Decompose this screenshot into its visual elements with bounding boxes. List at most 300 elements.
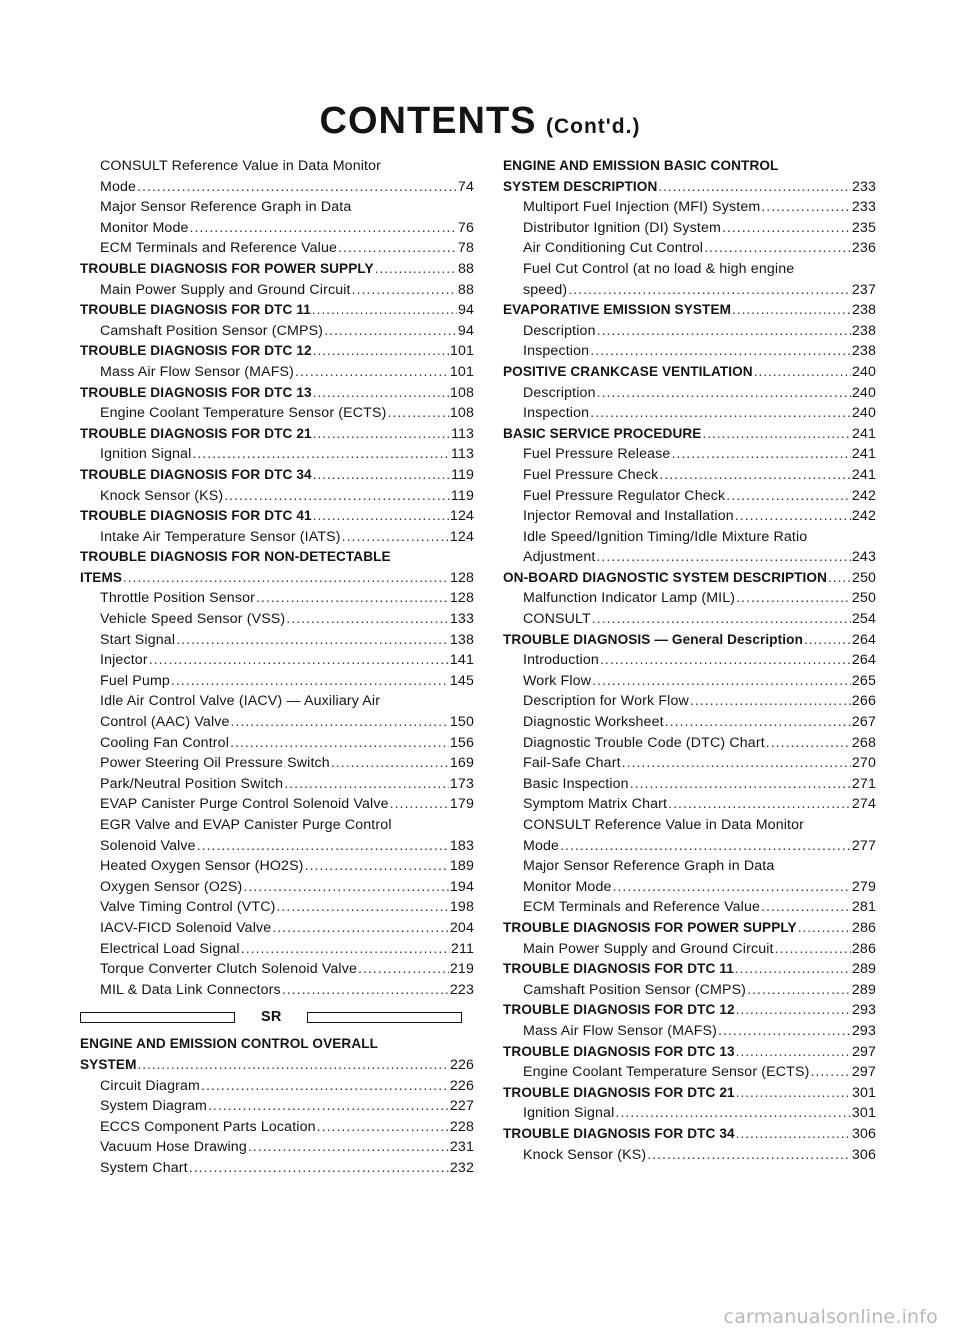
toc-entry[interactable] bbox=[80, 197, 474, 238]
toc-line bbox=[503, 630, 876, 651]
entry-title: Monitor Mode bbox=[100, 219, 189, 236]
toc-line bbox=[80, 1055, 474, 1076]
page-number: 297 bbox=[851, 1064, 876, 1081]
toc-line bbox=[80, 815, 474, 836]
toc-line bbox=[80, 403, 474, 424]
toc-line bbox=[80, 691, 474, 712]
dot-leader bbox=[358, 959, 449, 980]
page-number: 306 bbox=[852, 1125, 876, 1142]
toc-entry[interactable] bbox=[80, 794, 474, 815]
toc-entry[interactable] bbox=[80, 774, 474, 795]
dot-leader bbox=[828, 568, 851, 589]
page-number: 211 bbox=[450, 940, 474, 957]
toc-entry[interactable] bbox=[503, 650, 876, 671]
entry-title: ENGINE AND EMISSION CONTROL OVERALL bbox=[80, 1036, 379, 1052]
toc-line bbox=[80, 424, 474, 445]
dot-leader bbox=[761, 197, 851, 218]
page-number: 124 bbox=[449, 528, 474, 545]
toc-entry[interactable] bbox=[503, 238, 876, 259]
dot-leader bbox=[171, 671, 449, 692]
toc-line bbox=[503, 568, 876, 589]
toc-entry[interactable] bbox=[80, 588, 474, 609]
toc-entry[interactable] bbox=[503, 939, 876, 960]
dot-leader bbox=[560, 836, 851, 857]
toc-entry[interactable] bbox=[80, 650, 474, 671]
toc-section-entry[interactable] bbox=[80, 259, 474, 280]
entry-title: System Diagram bbox=[100, 1098, 207, 1115]
toc-line bbox=[80, 362, 474, 383]
toc-entry[interactable] bbox=[80, 877, 474, 898]
dot-leader bbox=[277, 897, 449, 918]
toc-entry[interactable] bbox=[503, 1103, 876, 1124]
entry-title: Distributor Ignition (DI) System bbox=[523, 219, 721, 236]
toc-section-entry[interactable] bbox=[80, 547, 474, 588]
dot-leader bbox=[592, 671, 851, 692]
entry-title: Throttle Position Sensor bbox=[100, 590, 256, 607]
entry-title: Symptom Matrix Chart bbox=[523, 796, 668, 813]
toc-line bbox=[503, 506, 876, 527]
toc-entry[interactable] bbox=[503, 774, 876, 795]
entry-title: Work Flow bbox=[523, 672, 592, 689]
entry-title: SYSTEM DESCRIPTION bbox=[503, 178, 658, 194]
page-number: 156 bbox=[449, 734, 474, 751]
toc-section-entry[interactable] bbox=[503, 300, 876, 321]
entry-title: Introduction bbox=[523, 652, 599, 669]
toc-entry[interactable] bbox=[80, 527, 474, 548]
page-number: 267 bbox=[851, 714, 876, 731]
entry-title: Idle Speed/Ignition Timing/Idle Mixture Ratio bbox=[523, 528, 808, 545]
entry-title: TROUBLE DIAGNOSIS FOR DTC 13 bbox=[503, 1043, 735, 1059]
toc-entry[interactable] bbox=[80, 486, 474, 507]
toc-line bbox=[503, 588, 876, 609]
toc-section-entry[interactable] bbox=[80, 424, 474, 445]
page-number: 198 bbox=[449, 899, 474, 916]
toc-section-entry[interactable] bbox=[503, 156, 876, 197]
dot-leader bbox=[718, 1021, 851, 1042]
page-number: 138 bbox=[449, 631, 474, 648]
toc-section-entry[interactable] bbox=[503, 1042, 876, 1063]
divider-bar bbox=[80, 1012, 235, 1023]
toc-section-entry[interactable] bbox=[503, 1083, 876, 1104]
toc-line bbox=[503, 794, 876, 815]
dot-leader bbox=[615, 1103, 850, 1124]
toc-entry[interactable] bbox=[80, 1096, 474, 1117]
toc-section-entry[interactable] bbox=[80, 300, 474, 321]
entry-title: Heated Oxygen Sensor (HO2S) bbox=[100, 858, 304, 875]
toc-entry[interactable] bbox=[80, 897, 474, 918]
page-number: 223 bbox=[449, 981, 474, 998]
entry-title: Circuit Diagram bbox=[100, 1077, 201, 1094]
toc-line bbox=[80, 300, 474, 321]
toc-entry[interactable] bbox=[503, 1145, 876, 1166]
dot-leader bbox=[761, 897, 851, 918]
toc-line bbox=[503, 939, 876, 960]
dot-leader bbox=[375, 259, 457, 280]
dot-leader bbox=[736, 1124, 851, 1145]
toc-section-entry[interactable] bbox=[503, 1000, 876, 1021]
dot-leader bbox=[313, 383, 449, 404]
dot-leader bbox=[665, 712, 851, 733]
dot-leader bbox=[590, 403, 851, 424]
dot-leader bbox=[331, 753, 449, 774]
entry-title: Fail-Safe Chart bbox=[523, 755, 621, 772]
page-number: 286 bbox=[852, 919, 876, 936]
page-number: 281 bbox=[851, 899, 876, 916]
page-number: 237 bbox=[851, 281, 876, 298]
dot-leader bbox=[189, 1158, 449, 1179]
toc-section-entry[interactable] bbox=[503, 630, 876, 651]
dot-leader bbox=[647, 1145, 851, 1166]
toc-line bbox=[503, 300, 876, 321]
page-number: 101 bbox=[449, 363, 474, 380]
toc-entry[interactable] bbox=[80, 444, 474, 465]
toc-line bbox=[503, 815, 876, 836]
toc-entry[interactable] bbox=[80, 1076, 474, 1097]
entry-title: TROUBLE DIAGNOSIS FOR POWER SUPPLY bbox=[80, 260, 374, 276]
entry-title: TROUBLE DIAGNOSIS FOR NON-DETECTABLE bbox=[80, 549, 391, 565]
dot-leader bbox=[149, 650, 449, 671]
page-number: 250 bbox=[852, 569, 876, 586]
entry-title: Ignition Signal bbox=[523, 1105, 615, 1122]
entry-title: speed) bbox=[523, 281, 568, 298]
entry-title: Camshaft Position Sensor (CMPS) bbox=[100, 322, 324, 339]
toc-line bbox=[80, 856, 474, 877]
toc-entry[interactable] bbox=[80, 1158, 474, 1179]
entry-title: Torque Converter Clutch Solenoid Valve bbox=[100, 961, 358, 978]
toc-entry[interactable] bbox=[80, 691, 474, 732]
page-number: 241 bbox=[851, 466, 876, 483]
entry-title: Fuel Pressure Check bbox=[523, 466, 659, 483]
toc-entry[interactable] bbox=[503, 1021, 876, 1042]
toc-line bbox=[80, 877, 474, 898]
toc-entry[interactable] bbox=[80, 609, 474, 630]
entry-title: Mode bbox=[523, 837, 560, 854]
toc-entry[interactable] bbox=[80, 753, 474, 774]
page-number: 189 bbox=[449, 858, 474, 875]
toc-line bbox=[80, 671, 474, 692]
page-number: 150 bbox=[449, 714, 474, 731]
page-number: 124 bbox=[450, 508, 474, 525]
dot-leader bbox=[230, 733, 449, 754]
toc-line bbox=[503, 218, 876, 239]
entry-title: Major Sensor Reference Graph in Data bbox=[523, 858, 775, 875]
toc-section-entry[interactable] bbox=[503, 424, 876, 445]
toc-line bbox=[503, 856, 876, 877]
toc-entry[interactable] bbox=[503, 815, 876, 856]
toc-section-entry[interactable] bbox=[503, 1124, 876, 1145]
toc-line bbox=[503, 444, 876, 465]
toc-entry[interactable] bbox=[503, 197, 876, 218]
toc-entry[interactable] bbox=[80, 280, 474, 301]
page-title bbox=[0, 100, 960, 143]
entry-title: Vehicle Speed Sensor (VSS) bbox=[100, 611, 286, 628]
toc-entry[interactable] bbox=[80, 939, 474, 960]
toc-line bbox=[503, 383, 876, 404]
dot-leader bbox=[208, 1096, 449, 1117]
entry-title: Malfunction Indicator Lamp (MIL) bbox=[523, 590, 736, 607]
toc-entry[interactable] bbox=[80, 362, 474, 383]
toc-line bbox=[80, 918, 474, 939]
toc-entry[interactable] bbox=[80, 1137, 474, 1158]
entry-title: Start Signal bbox=[100, 631, 176, 648]
toc-entry[interactable] bbox=[80, 238, 474, 259]
entry-title: Camshaft Position Sensor (CMPS) bbox=[523, 981, 747, 998]
toc-line bbox=[503, 691, 876, 712]
toc-line bbox=[503, 733, 876, 754]
page-number: 293 bbox=[851, 1022, 876, 1039]
dot-leader bbox=[630, 774, 851, 795]
dot-leader bbox=[295, 362, 449, 383]
page-number: 183 bbox=[449, 837, 474, 854]
dot-leader bbox=[597, 321, 851, 342]
toc-line bbox=[503, 774, 876, 795]
dot-leader bbox=[736, 1083, 851, 1104]
toc-entry[interactable] bbox=[503, 383, 876, 404]
page-number: 254 bbox=[851, 611, 876, 628]
entry-title: Description for Work Flow bbox=[523, 693, 689, 710]
entry-title: Fuel Pressure Release bbox=[523, 446, 671, 463]
page-number: 233 bbox=[851, 199, 876, 216]
toc-entry[interactable] bbox=[503, 444, 876, 465]
toc-line bbox=[503, 156, 876, 177]
toc-entry[interactable] bbox=[503, 486, 876, 507]
page-number: 286 bbox=[851, 940, 876, 957]
entry-title: ECM Terminals and Reference Value bbox=[100, 240, 338, 257]
entry-title: System Chart bbox=[100, 1159, 188, 1176]
toc-line bbox=[503, 671, 876, 692]
page-number: 241 bbox=[851, 446, 876, 463]
toc-section-entry[interactable] bbox=[80, 383, 474, 404]
toc-entry[interactable] bbox=[503, 403, 876, 424]
toc-entry[interactable] bbox=[503, 1062, 876, 1083]
toc-entry[interactable] bbox=[503, 506, 876, 527]
toc-left-column bbox=[80, 156, 474, 1179]
entry-title: Engine Coolant Temperature Sensor (ECTS) bbox=[523, 1064, 810, 1081]
toc-section-entry[interactable] bbox=[80, 506, 474, 527]
toc-line bbox=[80, 1076, 474, 1097]
entry-title: Vacuum Hose Drawing bbox=[100, 1139, 247, 1156]
toc-entry[interactable] bbox=[80, 815, 474, 856]
toc-line bbox=[80, 897, 474, 918]
page-number: 128 bbox=[449, 590, 474, 607]
toc-line bbox=[80, 568, 474, 589]
dot-leader bbox=[568, 280, 851, 301]
toc-entry[interactable] bbox=[503, 794, 876, 815]
toc-section-entry[interactable] bbox=[80, 465, 474, 486]
toc-entry[interactable] bbox=[80, 733, 474, 754]
page-number: 227 bbox=[449, 1098, 474, 1115]
entry-title: Park/Neutral Position Switch bbox=[100, 775, 284, 792]
toc-entry[interactable] bbox=[503, 259, 876, 300]
entry-title: IACV-FICD Solenoid Valve bbox=[100, 919, 272, 936]
title-sub: (Cont'd.) bbox=[545, 115, 641, 138]
dot-leader bbox=[798, 918, 851, 939]
entry-title: ENGINE AND EMISSION BASIC CONTROL bbox=[503, 158, 779, 173]
entry-title: CONSULT bbox=[523, 611, 591, 628]
toc-entry[interactable] bbox=[80, 403, 474, 424]
dot-leader bbox=[722, 218, 851, 239]
entry-title: TROUBLE DIAGNOSIS FOR DTC 34 bbox=[80, 466, 312, 482]
entry-title: Basic Inspection bbox=[523, 775, 629, 792]
dot-leader bbox=[317, 1117, 449, 1138]
page-number: 119 bbox=[451, 466, 474, 483]
toc-line bbox=[80, 1158, 474, 1179]
toc-entry[interactable] bbox=[503, 527, 876, 568]
toc-line bbox=[503, 1145, 876, 1166]
toc-line bbox=[80, 650, 474, 671]
entry-title: Fuel Pump bbox=[100, 672, 170, 689]
dot-leader bbox=[766, 733, 851, 754]
dot-leader bbox=[387, 403, 448, 424]
section-code: SR bbox=[261, 1009, 282, 1026]
toc-entry[interactable] bbox=[503, 321, 876, 342]
page-number: 88 bbox=[457, 281, 474, 298]
toc-line bbox=[503, 836, 876, 857]
toc-section-entry[interactable] bbox=[503, 362, 876, 383]
dot-leader bbox=[282, 980, 449, 1001]
toc-line bbox=[503, 1000, 876, 1021]
toc-line bbox=[503, 1062, 876, 1083]
toc-line bbox=[503, 280, 876, 301]
page-number: 242 bbox=[851, 508, 876, 525]
toc-entry[interactable] bbox=[80, 671, 474, 692]
entry-title: Engine Coolant Temperature Sensor (ECTS) bbox=[100, 405, 387, 422]
toc-line bbox=[503, 712, 876, 733]
entry-title: Power Steering Oil Pressure Switch bbox=[100, 755, 330, 772]
toc-line bbox=[80, 259, 474, 280]
toc-line bbox=[80, 280, 474, 301]
entry-title: CONSULT Reference Value in Data Monitor bbox=[523, 817, 805, 833]
toc-line bbox=[80, 794, 474, 815]
toc-entry[interactable] bbox=[503, 712, 876, 733]
page-number: 277 bbox=[851, 837, 876, 854]
toc-line bbox=[503, 897, 876, 918]
entry-title: TROUBLE DIAGNOSIS FOR DTC 12 bbox=[80, 343, 312, 359]
toc-section-entry[interactable] bbox=[503, 568, 876, 589]
page-number: 133 bbox=[449, 611, 474, 628]
entry-title: Main Power Supply and Ground Circuit bbox=[100, 281, 351, 298]
page-number: 113 bbox=[451, 425, 474, 442]
toc-line bbox=[80, 774, 474, 795]
page-number: 240 bbox=[851, 405, 876, 422]
dot-leader bbox=[305, 856, 449, 877]
page-number: 101 bbox=[450, 343, 474, 360]
dot-leader bbox=[732, 300, 851, 321]
dot-leader bbox=[754, 362, 851, 383]
page-number: 108 bbox=[450, 384, 474, 401]
toc-entry[interactable] bbox=[503, 753, 876, 774]
toc-entry[interactable] bbox=[503, 980, 876, 1001]
toc-line bbox=[80, 588, 474, 609]
entry-title: Ignition Signal bbox=[100, 446, 192, 463]
page-number: 238 bbox=[851, 343, 876, 360]
toc-section-entry[interactable] bbox=[80, 341, 474, 362]
toc-entry[interactable] bbox=[80, 321, 474, 342]
page-number: 179 bbox=[449, 796, 474, 813]
page-number: 94 bbox=[458, 302, 474, 319]
page-number: 250 bbox=[851, 590, 876, 607]
toc-entry[interactable] bbox=[503, 588, 876, 609]
toc-line bbox=[503, 959, 876, 980]
dot-leader bbox=[313, 506, 449, 527]
toc-entry[interactable] bbox=[80, 156, 474, 197]
toc-entry[interactable] bbox=[503, 733, 876, 754]
toc-line bbox=[80, 939, 474, 960]
toc-line bbox=[503, 403, 876, 424]
entry-title: Diagnostic Worksheet bbox=[523, 714, 664, 731]
toc-entry[interactable] bbox=[80, 630, 474, 651]
dot-leader bbox=[622, 753, 851, 774]
toc-entry[interactable] bbox=[80, 980, 474, 1001]
toc-entry[interactable] bbox=[503, 341, 876, 362]
page-number: 113 bbox=[450, 446, 474, 463]
toc-line bbox=[80, 238, 474, 259]
entry-title: TROUBLE DIAGNOSIS FOR DTC 21 bbox=[80, 425, 312, 441]
toc-line bbox=[80, 197, 474, 218]
toc-entry[interactable] bbox=[503, 465, 876, 486]
toc-entry[interactable] bbox=[503, 897, 876, 918]
toc-section-entry[interactable] bbox=[503, 959, 876, 980]
entry-title: Injector Removal and Installation bbox=[523, 508, 734, 525]
page-number: 108 bbox=[449, 405, 474, 422]
toc-line bbox=[503, 177, 876, 198]
page-number: 128 bbox=[450, 569, 474, 586]
toc-line bbox=[80, 527, 474, 548]
toc-line bbox=[503, 259, 876, 280]
toc-line bbox=[80, 1034, 474, 1055]
page-number: 88 bbox=[458, 260, 474, 277]
entry-title: TROUBLE DIAGNOSIS — General Description bbox=[503, 631, 803, 647]
toc-entry[interactable] bbox=[80, 918, 474, 939]
toc-entry[interactable] bbox=[503, 691, 876, 712]
dot-leader bbox=[736, 1000, 851, 1021]
dot-leader bbox=[313, 424, 450, 445]
toc-line bbox=[503, 1083, 876, 1104]
toc-entry[interactable] bbox=[80, 959, 474, 980]
dot-leader bbox=[659, 465, 851, 486]
toc-line bbox=[503, 609, 876, 630]
toc-entry[interactable] bbox=[80, 1117, 474, 1138]
toc-line bbox=[80, 733, 474, 754]
toc-line bbox=[503, 527, 876, 548]
dot-leader bbox=[704, 238, 851, 259]
dot-leader bbox=[192, 444, 450, 465]
page-number: 145 bbox=[449, 672, 474, 689]
page-number: 265 bbox=[851, 672, 876, 689]
toc-entry[interactable] bbox=[80, 856, 474, 877]
dot-leader bbox=[736, 588, 851, 609]
toc-section-entry[interactable] bbox=[503, 918, 876, 939]
dot-leader bbox=[197, 836, 449, 857]
toc-entry[interactable] bbox=[503, 856, 876, 897]
entry-title: TROUBLE DIAGNOSIS FOR DTC 11 bbox=[503, 961, 734, 977]
dot-leader bbox=[176, 630, 449, 651]
entry-title: Multiport Fuel Injection (MFI) System bbox=[523, 199, 761, 216]
toc-entry[interactable] bbox=[503, 609, 876, 630]
dot-leader bbox=[256, 588, 449, 609]
toc-right-column bbox=[503, 156, 876, 1165]
dot-leader bbox=[312, 300, 457, 321]
toc-line bbox=[80, 609, 474, 630]
entry-title: Inspection bbox=[523, 343, 590, 360]
toc-line bbox=[80, 341, 474, 362]
dot-leader bbox=[690, 691, 851, 712]
entry-title: Fuel Cut Control (at no load & high engine bbox=[523, 260, 795, 277]
toc-entry[interactable] bbox=[503, 218, 876, 239]
toc-entry[interactable] bbox=[503, 671, 876, 692]
entry-title: TROUBLE DIAGNOSIS FOR DTC 34 bbox=[503, 1125, 735, 1141]
toc-section-entry[interactable] bbox=[80, 1034, 474, 1075]
